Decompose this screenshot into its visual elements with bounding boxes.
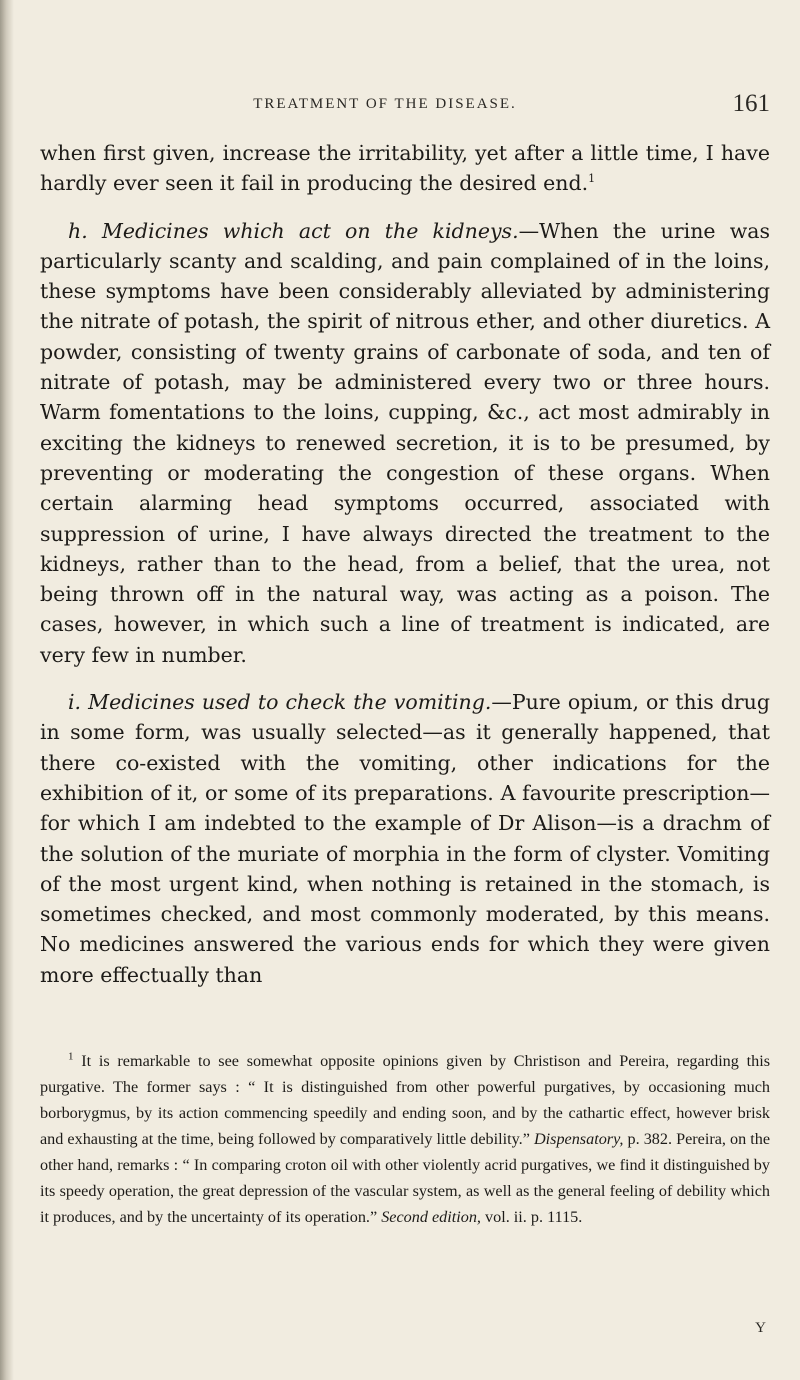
footnote-text: It is remarkable to see somewhat opposite opinions given by Christison and Pereira, regarding this purgative. The former says : “ It is distinguished from other powerful purgatives, by occasioning much borborygmus, by its action commencing speedily and ending soon, and by the cathartic effect, however brisk and exhausting at the time, being followed by comparatively little debility.” xyxy=(40,1052,771,1148)
footnote xyxy=(40,1048,770,1230)
running-title: TREATMENT OF THE DISEASE. xyxy=(253,96,517,112)
body-text xyxy=(40,138,770,990)
running-head xyxy=(40,90,770,126)
page-number: 161 xyxy=(732,90,770,117)
paragraph-text: —Pure opium, or this drug in some form, was usually selected—as it generally happened, that there co-existed with the vomiting, other indications for the exhibition of it, or some of its preparations. A favourite prescription—for which I am indebted to the example of Dr Alison—is a drachm of the solution of the muriate of morphia in the form of clyster. Vomiting of the most urgent kind, when nothing is retained in the stomach, is sometimes checked, and most commonly moderated, by this means. No medicines answered the various ends for which they were given more effectually than xyxy=(40,690,770,987)
footnote-citation: Second edition, xyxy=(381,1208,481,1226)
paragraph-vomiting xyxy=(40,687,770,990)
footnote-citation: Dispensatory, xyxy=(533,1130,624,1148)
binding-shadow xyxy=(0,0,14,1380)
section-heading-kidneys: h. Medicines which act on the kidneys. xyxy=(68,218,519,243)
footnote-marker: 1 xyxy=(68,1050,74,1063)
paragraph-kidneys xyxy=(40,216,770,670)
footnotes xyxy=(40,1048,770,1230)
paragraph-text: when first given, increase the irritability, yet after a little time, I have hardly ever seen it fail in producing the desired end. xyxy=(40,141,770,196)
section-heading-vomiting: i. Medicines used to check the vomiting. xyxy=(68,690,492,715)
book-page xyxy=(40,0,770,1380)
footnote-reference: 1 xyxy=(588,172,596,186)
paragraph-continuation xyxy=(40,138,770,199)
footnote-text: vol. ii. p. 1115. xyxy=(485,1208,583,1226)
paragraph-text: —When the urine was particularly scanty and scalding, and pain complained of in the loins, these symptoms have been considerably alleviated by administering the nitrate of potash, the spirit of nitrous ether, and other diuretics. A powder, consisting of twenty grains of carbonate of soda, and ten of nitrate of potash, may be administered every two or three hours. Warm fomentations to the loins, cupping, &c., act most admirably in exciting the kidneys to renewed secretion, it is to be presumed, by preventing or moderating the congestion of these organs. When certain alarming head symptoms occurred, associated with suppression of urine, I have always directed the treatment to the kidneys, rather than to the head, from a belief, that the urea, not being thrown off in the natural way, was acting as a poison. The cases, however, in which such a line of treatment is indicated, are very few in number. xyxy=(40,218,770,667)
signature-mark: Y xyxy=(755,1320,766,1336)
footnote-text: p. 382. Pereira, on the other hand, remarks : “ In comparing croton oil with other violently acrid purgatives, we find it distinguished by its speedy operation, the great depression of the vascular system, as well as the general feeling of debility which it produces, and by the uncertainty of its operation.” xyxy=(40,1130,771,1226)
